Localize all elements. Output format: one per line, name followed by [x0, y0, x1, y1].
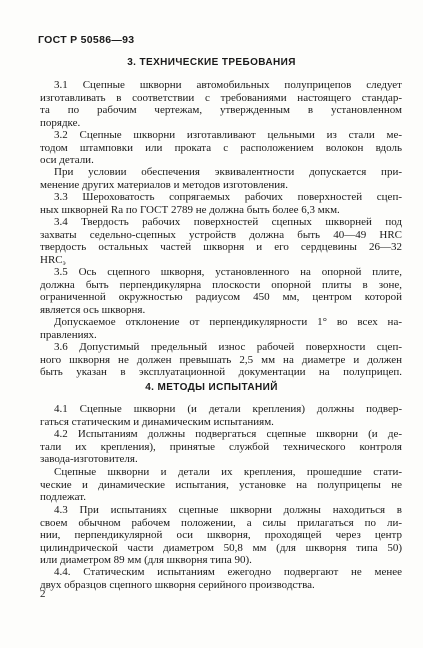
text-line: захваты седельно-сцепных устройств должна быть 40—49 HRC: [40, 228, 402, 241]
paragraph-3-5: [40, 266, 402, 316]
text-line: 4.2 Испытаниям должны подвергаться сцепные шкворни (и де-: [54, 428, 402, 440]
text-line: порядке.: [40, 116, 81, 129]
text-line: завода-изготовителя.: [40, 453, 138, 466]
paragraph-4-4: [40, 566, 402, 591]
text-line: оси детали.: [40, 154, 94, 167]
paragraph-3-6: [40, 341, 402, 379]
paragraph-4-2: [40, 428, 402, 466]
text-line: ного шкворня не должен превышать 2,5 мм на диаметре и должен: [40, 353, 402, 366]
text-line: ограниченной окружностью радиусом 450 мм, центром которой: [40, 291, 402, 304]
paragraph-4-2-note: [40, 466, 402, 504]
paragraph-3-1: [40, 79, 402, 129]
paragraph-3-5-note: [40, 316, 402, 341]
text-line: 3.4 Твердость рабочих поверхностей сцепных шкворней под: [54, 216, 402, 228]
text-line: тали их крепления), принятые службой технического контроля: [40, 440, 402, 453]
text-line: 4.1 Сцепные шкворни (и детали крепления) должны подвер-: [54, 403, 402, 415]
paragraph-3-2: [40, 129, 402, 167]
text-line: должна быть перпендикулярна плоскости опорной плиты в зоне,: [40, 278, 402, 291]
text-line: быть указан в эксплуатационной документации на полуприцеп.: [40, 366, 402, 379]
text-line: твердость остальных частей шкворня и его сердцевины 26—32: [40, 241, 402, 254]
page-number: 2: [40, 588, 46, 600]
text-line: та по рабочим чертежам, утвержденным в установленном: [40, 104, 402, 117]
text-line: своем обычном рабочем положении, а силы прилагаться по ли-: [40, 516, 402, 529]
text-line: тодом штамповки или проката с расположением волокон вдоль: [40, 141, 402, 154]
paragraph-3-3: [40, 191, 402, 216]
text-line: гаться статическим и динамическим испытаниям.: [40, 415, 274, 428]
text-line: 3.5 Ось сцепного шкворня, установленного на опорной плите,: [54, 266, 402, 278]
text-line: Допускаемое отклонение от перпендикулярности 1° во всех на-: [54, 316, 402, 328]
paragraph-3-2-note: [40, 166, 402, 191]
text-line: цилиндрической части диаметром 50,8 мм (для шкворня типа 50): [40, 541, 402, 554]
text-line: ческие и динамические испытания, установке на полуприцепы не: [40, 478, 402, 491]
hrc-unit: HRC: [40, 253, 63, 266]
text-line: 4.4. Статическим испытаниям ежегодно подвергают не менее: [54, 566, 402, 578]
paragraph-4-3: [40, 504, 402, 567]
text-line: или диаметром 89 мм (для шкворня типа 90).: [40, 554, 252, 567]
text-line: Сцепные шкворни и детали их крепления, прошедшие стати-: [54, 466, 402, 478]
text-line: При условии обеспечения эквивалентности допускается при-: [54, 166, 402, 178]
paragraph-3-4: [40, 216, 402, 269]
text-line: изготавливать в соответствии с требованиями настоящего стандар-: [40, 91, 402, 104]
section-4-title: 4. МЕТОДЫ ИСПЫТАНИЙ: [145, 382, 278, 393]
text-line: менение других материалов и методов изготовления.: [40, 178, 288, 191]
standard-header: ГОСТ Р 50586—93: [38, 34, 135, 46]
text-line: 3.3 Шероховатость сопрягаемых рабочих поверхностей сцеп-: [54, 191, 402, 203]
text-line: ных шкворней Ra по ГОСТ 2789 не должна быть более 6,3 мкм.: [40, 203, 340, 216]
paragraph-4-1: [40, 403, 402, 428]
text-line: двух образцов сцепного шкворня серийного производства.: [40, 578, 315, 591]
text-line: правлениях.: [40, 328, 97, 341]
text-line: 3.1 Сцепные шкворни автомобильных полуприцепов следует: [54, 79, 402, 91]
section-3-title: 3. ТЕХНИЧЕСКИЕ ТРЕБОВАНИЯ: [127, 57, 296, 68]
text-line: нии, перпендикулярной оси шкворня, проходящей через центр: [40, 529, 402, 542]
text-line: подлежат.: [40, 491, 86, 504]
text-line: является ось шкворня.: [40, 303, 146, 316]
hrc-subscript: э: [62, 258, 66, 267]
text-line: 4.3 При испытаниях сцепные шкворни должны находиться в: [54, 504, 402, 516]
text-line: 3.6 Допустимый предельный износ рабочей поверхности сцеп-: [54, 341, 402, 353]
text-line: 3.2 Сцепные шкворни изготавливают цельными из стали ме-: [54, 129, 402, 141]
